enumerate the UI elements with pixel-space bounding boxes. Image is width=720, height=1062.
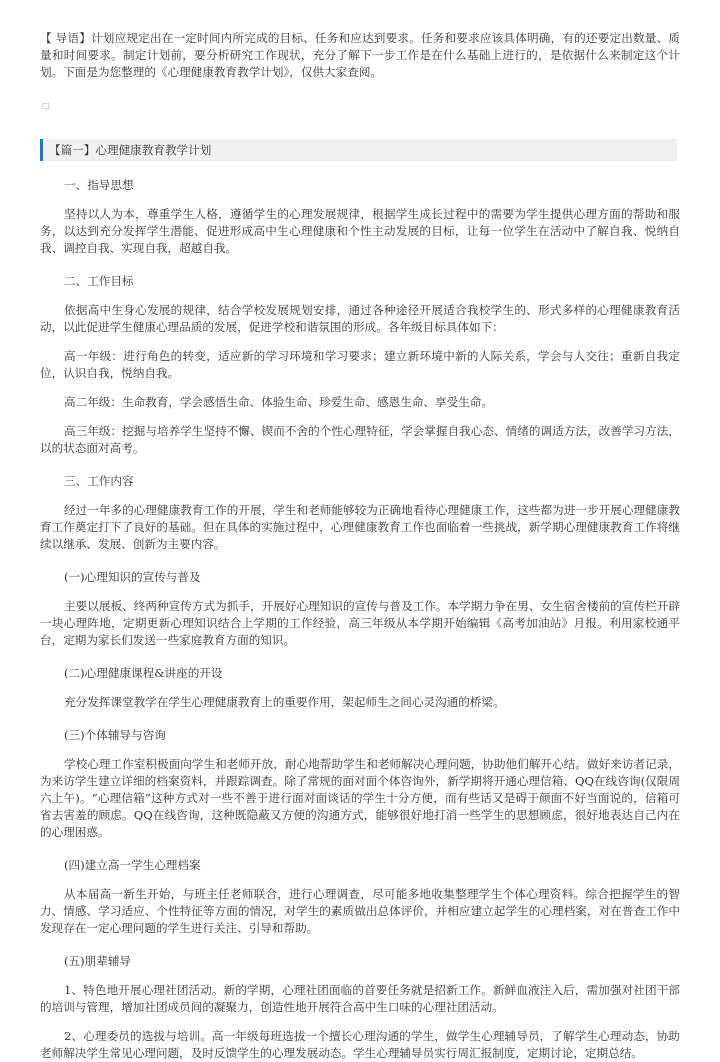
body-paragraph: 2、心理委员的选拔与培训。高一年级每班选拔一个擅长心理沟通的学生，做学生心理辅导员，了解学生心理动态，协助老师解决学生常见心理问题，及时反馈学生的心理发展动态。学生心理辅导员实行周汇报制度，定期讨论，定期总结。 — [40, 1029, 680, 1060]
image-placeholder-icon: □ — [42, 101, 50, 110]
document-body — [40, 177, 680, 1062]
intro-paragraph: 【 导语】计划应规定出在一定时间内所完成的目标、任务和应达到要求。任务和要求应该具体明确，有的还要定出数量、质量和时间要求。制定计划前，要分析研究工作现状，充分了解下一步工作是在什么基础上进行的，是依据什么来制定这个计划。下面是为您整理的《心理健康教育教学计划》，仅供大家查阅。 — [40, 31, 680, 79]
section-heading: 二、工作目标 — [64, 274, 134, 288]
body-paragraph: 坚持以人为本，尊重学生人格，遵循学生的心理发展规律，根据学生成长过程中的需要为学生提供心理方面的帮助和服务，以达到充分发挥学生潜能、促进形成高中生心理健康和个性主动发展的目标，让每一位学生在活动中了解自我、悦纳自我、调控自我、实现自我，超越自我。 — [40, 207, 680, 255]
body-paragraph: 1、特色地开展心理社团活动。新的学期，心理社团面临的首要任务就是招新工作。新鲜血液注入后，需加强对社团干部的培训与管理，增加社团成员间的凝聚力，创造性地开展符合高中生口味的心理社团活动。 — [40, 983, 680, 1014]
section-heading: (五)朋辈辅导 — [64, 954, 132, 968]
section-title: 【篇一】心理健康教育教学计划 — [40, 139, 677, 161]
document-page — [40, 30, 680, 1062]
body-paragraph: 依据高中生身心发展的规律，结合学校发展规划安排，通过各种途径开展适合我校学生的、形式多样的心理健康教育活动，以此促进学生健康心理品质的发展，促进学校和谐氛围的形成。各年级目标具体如下： — [40, 303, 680, 334]
body-paragraph: 高三年级：挖掘与培养学生坚持不懈、锲而不舍的个性心理特征，学会掌握自我心态、情绪的调适方法，改善学习方法，以的状态面对高考。 — [40, 424, 680, 455]
section-heading: (三)个体辅导与咨询 — [64, 728, 166, 742]
body-paragraph: 充分发挥课堂教学在学生心理健康教育上的重要作用，架起师生之间心灵沟通的桥梁。 — [64, 695, 505, 709]
section-heading: (二)心理健康课程&讲座的开设 — [64, 666, 223, 680]
section-heading: 三、工作内容 — [64, 474, 134, 488]
body-paragraph: 学校心理工作室积极面向学生和老师开放，耐心地帮助学生和老师解决心理问题，协助他们解开心结。做好来访者记录，为来访学生建立详细的档案资料，并跟踪调查。除了常规的面对面个体咨询外，新学期将开通心理信箱、QQ在线咨询(仅限周六上午)。“心理信箱”这种方式对一些不善于进行面对面谈话的学生十分方便，而有些话又是碍于颜面不好当面说的，信箱可省去害羞的顾虑。QQ在线咨询，这种既隐蔽又方便的沟通方式，能够很好地打消一些学生的思想顾虑，很好地表达自己内在的心理困惑。 — [40, 757, 680, 839]
section-heading: (一)心理知识的宣传与普及 — [64, 570, 201, 584]
section-heading: (四)建立高一学生心理档案 — [64, 858, 201, 872]
body-paragraph: 高一年级：进行角色的转变，适应新的学习环境和学习要求；建立新环境中新的人际关系，学会与人交往；重新自我定位，认识自我，悦纳自我。 — [40, 349, 680, 380]
body-paragraph: 高二年级：生命教育，学会感悟生命、体验生命、珍爱生命、感恩生命、享受生命。 — [64, 395, 493, 409]
body-paragraph: 主要以展板、终两种宣传方式为抓手，开展好心理知识的宣传与普及工作。本学期力争在男、女生宿舍楼前的宣传栏开辟一块心理阵地，定期更新心理知识结合上学期的工作经验，高三年级从本学期开始编辑《高考加油站》月报。利用家校通平台，定期为家长们发送一些家庭教育方面的知识。 — [40, 599, 680, 647]
section-heading: 一、指导思想 — [64, 178, 134, 192]
body-paragraph: 经过一年多的心理健康教育工作的开展，学生和老师能够较为正确地看待心理健康工作，这些都为进一步开展心理健康教育工作奠定打下了良好的基础。但在具体的实施过程中，心理健康教育工作也面临着一些挑战，新学期心理健康教育工作将继续以继承、发展、创新为主要内容。 — [40, 503, 680, 551]
body-paragraph: 从本届高一新生开始，与班主任老师联合，进行心理调查，尽可能多地收集整理学生个体心理资料。综合把握学生的智力、情感、学习适应、个性特征等方面的情况，对学生的素质做出总体评价，并相应建立起学生的心理档案，对在普查工作中发现存在一定心理问题的学生进行关注、引导和帮助。 — [40, 887, 680, 935]
